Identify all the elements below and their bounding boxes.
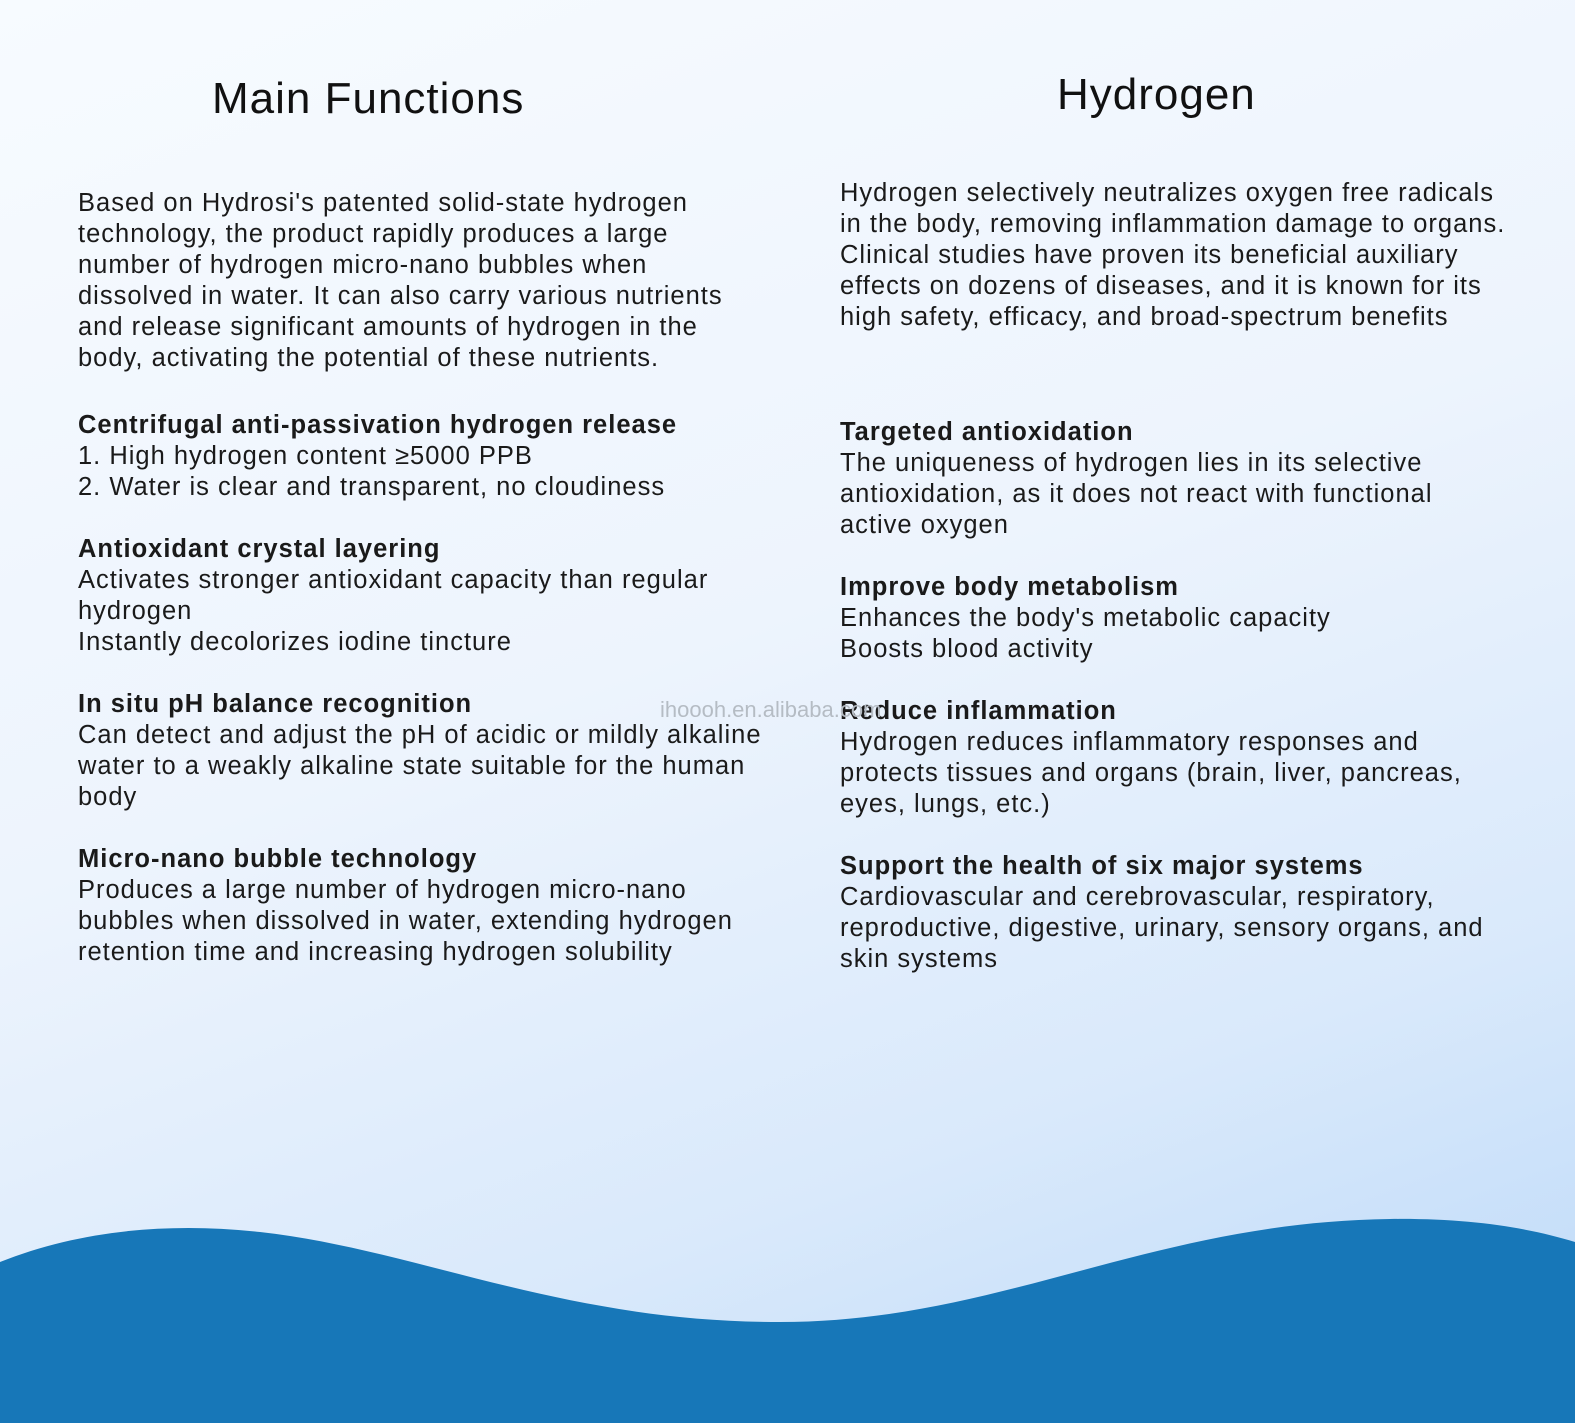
hydrogen-intro: Hydrogen selectively neutralizes oxygen free radicals in the body, removing inflammation damage to organs. Clinical studies have proven its beneficial auxiliary effects on dozens of diseases, and it is known for its high safety, efficacy, and broad-spectrum benefits [840,179,1506,331]
main-functions-column [78,188,768,968]
section-line: Cardiovascular and cerebrovascular, respiratory, reproductive, digestive, urinary, sensory organs, and skin systems [840,883,1484,973]
benefit-section [840,696,1510,820]
section-heading: Centrifugal anti-passivation hydrogen release [78,411,678,439]
main-functions-intro: Based on Hydrosi's patented solid-state hydrogen technology, the product rapidly produces a large number of hydrogen micro-nano bubbles when dissolved in water. It can also carry various nutrients and release significant amounts of hydrogen in the body, activating the potential of these nutrients. [78,189,723,372]
section-heading: In situ pH balance recognition [78,690,473,718]
benefit-section [840,417,1510,541]
function-section [78,534,768,658]
function-section [78,844,768,968]
benefit-section [840,572,1510,665]
section-line: 1. High hydrogen content ≥5000 PPB [78,442,533,470]
section-heading: Support the health of six major systems [840,852,1364,880]
section-heading: Reduce inflammation [840,697,1117,725]
function-section [78,410,768,503]
section-line: Boosts blood activity [840,635,1094,663]
section-line: Enhances the body's metabolic capacity [840,604,1331,632]
section-line: Hydrogen reduces inflammatory responses and protects tissues and organs (brain, liver, pancreas, eyes, lungs, etc.) [840,728,1462,818]
section-heading: Improve body metabolism [840,573,1179,601]
section-line: 2. Water is clear and transparent, no cloudiness [78,473,666,501]
section-heading: Targeted antioxidation [840,418,1134,446]
section-line: The uniqueness of hydrogen lies in its selective antioxidation, as it does not react with functional active oxygen [840,449,1433,539]
section-line: Instantly decolorizes iodine tincture [78,628,512,656]
hydrogen-column [840,178,1510,975]
hydrogen-title: Hydrogen [1057,70,1256,119]
section-line: Activates stronger antioxidant capacity than regular hydrogen [78,566,709,625]
watermark: ihoooh.en.alibaba.com [660,697,882,722]
main-functions-title: Main Functions [212,74,525,123]
benefit-section [840,851,1510,975]
section-heading: Antioxidant crystal layering [78,535,441,563]
section-line: Can detect and adjust the pH of acidic or mildly alkaline water to a weakly alkaline state suitable for the human body [78,721,762,811]
section-line: Produces a large number of hydrogen micro-nano bubbles when dissolved in water, extending hydrogen retention time and increasing hydrogen solubility [78,876,733,966]
section-heading: Micro-nano bubble technology [78,845,478,873]
